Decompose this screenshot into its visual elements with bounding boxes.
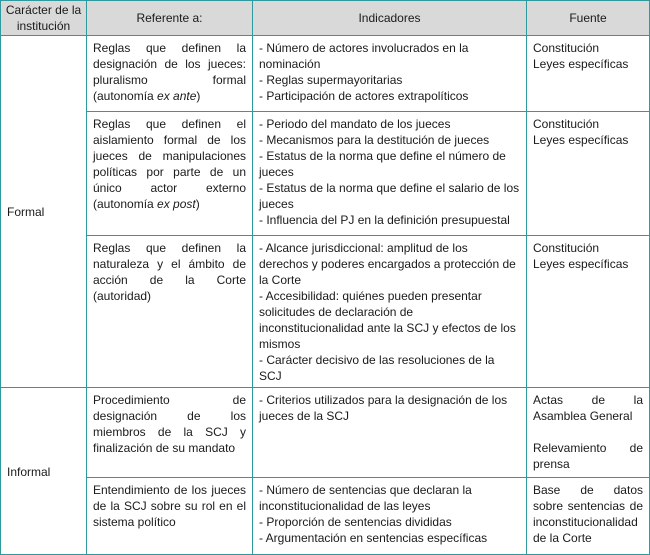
referente-cell bbox=[87, 478, 253, 555]
referente-cell bbox=[87, 236, 253, 388]
header-fuente: Fuente bbox=[527, 1, 650, 36]
fuente-item: Actas de la Asamblea General bbox=[533, 393, 643, 423]
indicador-item: - Estatus de la norma que define el salario de los jueces bbox=[259, 181, 520, 211]
header-caracter: Carácter de la institución bbox=[1, 1, 87, 36]
indicador-item: - Mecanismos para la destitución de jueces bbox=[259, 133, 490, 147]
fuente-item: Constitución bbox=[533, 117, 600, 131]
indicador-item: - Número de actores involucrados en la nominación bbox=[259, 41, 469, 71]
indicador-item: - Carácter decisivo de las resoluciones de la SCJ bbox=[259, 353, 495, 383]
indicador-item: - Influencia del PJ en la definición presupuestal bbox=[259, 213, 510, 227]
fuente-item: Leyes específicas bbox=[533, 257, 629, 271]
caracter-informal: Informal bbox=[1, 388, 87, 555]
table-row bbox=[1, 388, 650, 478]
referente-text: Procedimiento de designación de los miembros de la SCJ y finalización de su mandato bbox=[93, 393, 246, 455]
indicadores-cell bbox=[253, 236, 527, 388]
spacer bbox=[533, 424, 643, 440]
indicador-item: - Criterios utilizados para la designación de los jueces de la SCJ bbox=[259, 393, 508, 423]
referente-cell bbox=[87, 388, 253, 478]
header-row bbox=[1, 1, 650, 36]
referente-cell bbox=[87, 36, 253, 112]
indicador-item: - Accesibilidad: quiénes pueden presentar solicitudes de declaración de inconstitucionalidad ante la SCJ y efectos de los mismos bbox=[259, 289, 516, 351]
indicador-item: - Estatus de la norma que define el número de jueces bbox=[259, 149, 506, 179]
referente-text-end: ) bbox=[195, 197, 200, 211]
fuente-cell bbox=[527, 478, 650, 555]
indicadores-cell bbox=[253, 36, 527, 112]
referente-italic: ex post bbox=[157, 197, 196, 211]
referente-text-end: ) bbox=[196, 89, 201, 103]
table-row bbox=[1, 236, 650, 388]
indicador-item: - Alcance jurisdiccional: amplitud de los derechos y poderes encargados a protección de la Corte bbox=[259, 241, 516, 287]
referente-text: Entendimiento de los jueces de la SCJ sobre su rol en el sistema político bbox=[93, 483, 246, 529]
indicador-item: - Argumentación en sentencias específicas bbox=[259, 531, 488, 545]
fuente-item: Constitución bbox=[533, 241, 600, 255]
fuente-item: Constitución bbox=[533, 41, 600, 55]
header-indicadores: Indicadores bbox=[253, 1, 527, 36]
referente-text: Reglas que definen la designación de los jueces: pluralismo formal (autonomía bbox=[93, 41, 246, 103]
indicadores-cell bbox=[253, 112, 527, 236]
table-row bbox=[1, 478, 650, 555]
referente-cell bbox=[87, 112, 253, 236]
indicador-item: - Participación de actores extrapolíticos bbox=[259, 89, 469, 103]
indicador-item: - Periodo del mandato de los jueces bbox=[259, 117, 451, 131]
referente-italic: ex ante bbox=[157, 89, 197, 103]
fuente-item: Base de datos sobre sentencias de inconstitucionalidad de la Corte bbox=[533, 483, 643, 545]
indicadores-cell bbox=[253, 388, 527, 478]
fuente-cell bbox=[527, 36, 650, 112]
fuente-cell bbox=[527, 112, 650, 236]
referente-text: Reglas que definen el aislamiento formal de los jueces de manipulaciones políticas por parte de un único actor externo (autonomía bbox=[93, 117, 246, 211]
fuente-cell bbox=[527, 388, 650, 478]
fuente-item: Leyes específicas bbox=[533, 57, 629, 71]
referente-text: Reglas que definen la naturaleza y el ámbito de acción de la Corte (autoridad) bbox=[93, 241, 246, 303]
indicador-item: - Proporción de sentencias divididas bbox=[259, 515, 452, 529]
fuente-item: Relevamiento de prensa bbox=[533, 441, 643, 471]
table-row bbox=[1, 112, 650, 236]
indicador-item: - Número de sentencias que declaran la inconstitucionalidad de las leyes bbox=[259, 483, 472, 513]
indicadores-cell bbox=[253, 478, 527, 555]
fuente-cell bbox=[527, 236, 650, 388]
table-row bbox=[1, 36, 650, 112]
indicador-item: - Reglas supermayoritarias bbox=[259, 73, 403, 87]
caracter-formal: Formal bbox=[1, 36, 87, 388]
header-referente: Referente a: bbox=[87, 1, 253, 36]
fuente-item: Leyes específicas bbox=[533, 133, 629, 147]
